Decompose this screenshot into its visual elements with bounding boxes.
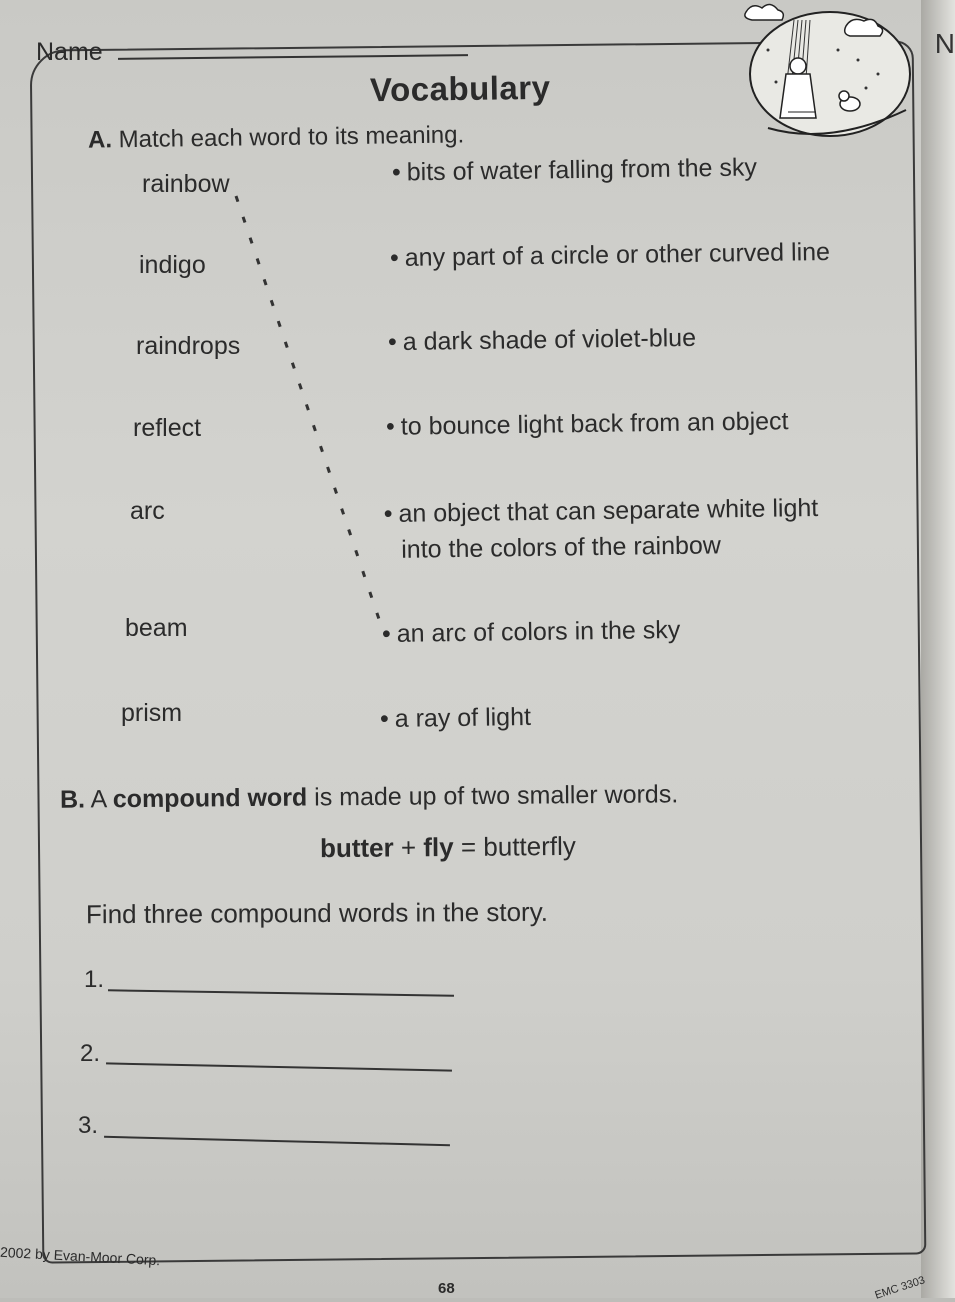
word-indigo: indigo (139, 251, 206, 279)
next-page-letter: N (934, 28, 955, 59)
page-number: 68 (438, 1280, 455, 1297)
bullet: • (381, 619, 391, 649)
word-rainbow: rainbow (142, 170, 230, 198)
bullet: • (387, 328, 397, 357)
bullet: • (379, 704, 389, 734)
compound-example: butter + fly = butterfly (319, 830, 576, 864)
product-code: EMC 3303 (873, 1274, 927, 1302)
word-reflect: reflect (133, 414, 202, 442)
section-a-letter: A. (87, 126, 113, 154)
word-beam: beam (125, 614, 188, 642)
definition-1: • bits of water falling from the sky (391, 153, 758, 187)
word-arc: arc (130, 497, 165, 525)
bullet: • (385, 412, 395, 441)
definition-3: • a dark shade of violet-blue (387, 323, 697, 357)
find-instruction: Find three compound words in the story. (85, 896, 549, 930)
section-b-letter: B. (59, 785, 86, 814)
section-b-intro: B. A compound word is made up of two smaller words. (59, 780, 679, 814)
compound-word-term: compound word (112, 783, 308, 814)
answer-number-1: 1. (84, 966, 105, 993)
bullet: • (389, 243, 399, 273)
bullet: • (383, 499, 393, 529)
word-prism: prism (121, 699, 183, 727)
page-title: Vocabulary (369, 68, 551, 109)
section-a-text: Match each word to its meaning. (118, 121, 465, 154)
name-label: Name (36, 38, 103, 66)
definition-4: • to bounce light back from an object (385, 407, 789, 441)
word-raindrops: raindrops (136, 332, 241, 360)
definition-7: • a ray of light (379, 702, 532, 734)
definition-5: • an object that can separate white light into the colors of the rainbow (383, 493, 819, 564)
definition-6: • an arc of colors in the sky (381, 615, 681, 649)
answer-number-3: 3. (78, 1112, 99, 1139)
answer-number-2: 2. (80, 1040, 101, 1067)
definition-5-continued: into the colors of the rainbow (401, 531, 722, 564)
copyright-text: 2002 by Evan-Moor Corp. (0, 1243, 161, 1269)
definition-2: • any part of a circle or other curved line (389, 237, 831, 273)
bullet: • (391, 158, 401, 187)
